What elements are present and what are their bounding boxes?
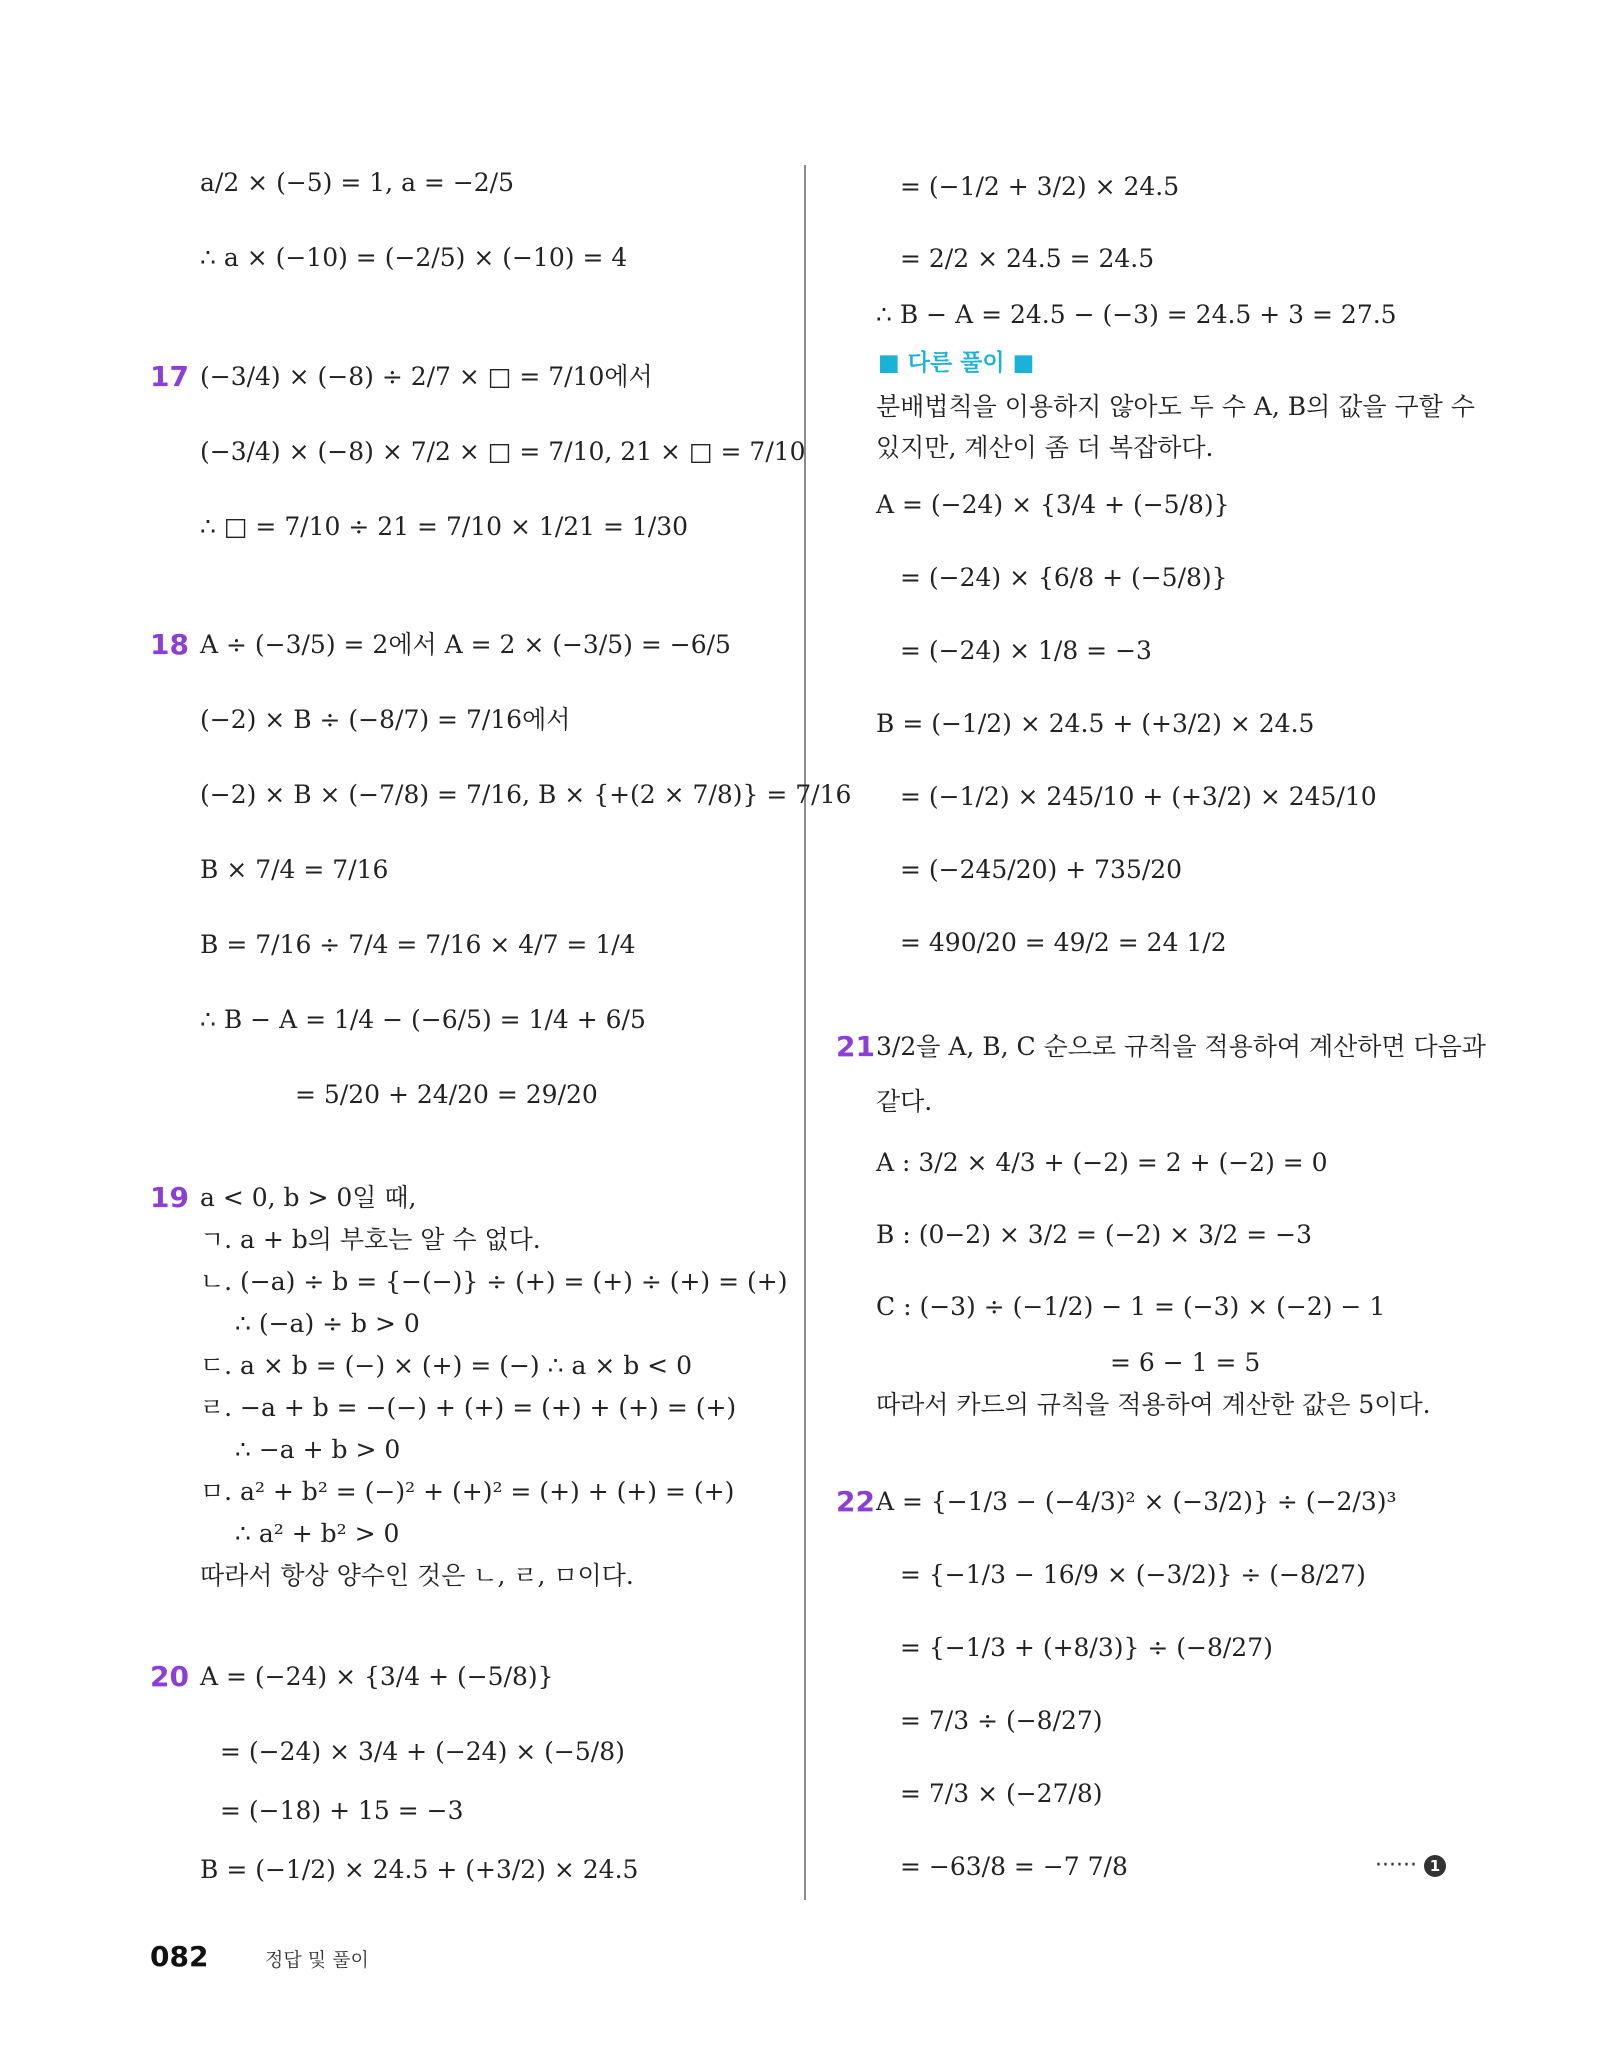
solution-line: = {−1/3 − 16/9 × (−3/2)} ÷ (−8/27) (900, 1560, 1366, 1589)
solution-line: a/2 × (−5) = 1, a = −2/5 (200, 168, 515, 197)
solution-line: C : (−3) ÷ (−1/2) − 1 = (−3) × (−2) − 1 (876, 1292, 1386, 1321)
solution-line: A = {−1/3 − (−4/3)² × (−3/2)} ÷ (−2/3)³ (876, 1487, 1397, 1516)
solution-line: = (−1/2 + 3/2) × 24.5 (900, 172, 1180, 201)
problem-number-20: 20 (150, 1660, 189, 1693)
solution-line: = 5/20 + 24/20 = 29/20 (295, 1080, 598, 1109)
solution-line: B = (−1/2) × 24.5 + (+3/2) × 24.5 (876, 709, 1315, 738)
solution-line: B = 7/16 ÷ 7/4 = 7/16 × 4/7 = 1/4 (200, 930, 636, 959)
solution-line: ㅁ. a² + b² = (−)² + (+)² = (+) + (+) = (+) (200, 1477, 735, 1506)
answer-marker (1375, 1853, 1446, 1878)
alt-solution-header: ■ 다른 풀이 ■ (878, 350, 1035, 376)
solution-line: = (−24) × 1/8 = −3 (900, 636, 1152, 665)
solution-line: ㄱ. a + b의 부호는 알 수 없다. (200, 1225, 541, 1254)
solution-line: 같다. (876, 1087, 933, 1116)
solution-line: = (−24) × {6/8 + (−5/8)} (900, 563, 1228, 592)
solution-line: ∴ B − A = 24.5 − (−3) = 24.5 + 3 = 27.5 (876, 300, 1397, 329)
solution-line: B × 7/4 = 7/16 (200, 855, 389, 884)
solution-line: ∴ a × (−10) = (−2/5) × (−10) = 4 (200, 243, 628, 272)
solution-line: = (−1/2) × 245/10 + (+3/2) × 245/10 (900, 782, 1377, 811)
problem-number-22: 22 (836, 1485, 875, 1518)
solution-line: = 2/2 × 24.5 = 24.5 (900, 244, 1155, 273)
solution-line: ㄴ. (−a) ÷ b = {−(−)} ÷ (+) = (+) ÷ (+) = (+) (200, 1267, 788, 1296)
solution-line: = 6 − 1 = 5 (1110, 1348, 1261, 1377)
solution-line: = (−245/20) + 735/20 (900, 855, 1183, 884)
solution-line: 있지만, 계산이 좀 더 복잡하다. (876, 433, 1214, 462)
solution-line: ㄷ. a × b = (−) × (+) = (−) ∴ a × b < 0 (200, 1351, 692, 1380)
solution-line: A ÷ (−3/5) = 2에서 A = 2 × (−3/5) = −6/5 (200, 630, 731, 659)
solution-line: (−3/4) × (−8) ÷ 2/7 × □ = 7/10에서 (200, 362, 653, 391)
solution-line: 따라서 카드의 규칙을 적용하여 계산한 값은 5이다. (876, 1390, 1431, 1419)
answer-number-badge: 1 (1424, 1855, 1446, 1877)
solution-line: ∴ B − A = 1/4 − (−6/5) = 1/4 + 6/5 (200, 1005, 646, 1034)
solution-line: (−3/4) × (−8) × 7/2 × □ = 7/10, 21 × □ = 7/10 (200, 437, 806, 466)
answer-marker-dots: ······ (1375, 1853, 1417, 1878)
solution-line: = 7/3 ÷ (−8/27) (900, 1706, 1103, 1735)
solution-line: ∴ −a + b > 0 (235, 1435, 401, 1464)
problem-number-17: 17 (150, 360, 189, 393)
solution-line: A = (−24) × {3/4 + (−5/8)} (200, 1662, 554, 1691)
solution-line: A = (−24) × {3/4 + (−5/8)} (876, 490, 1230, 519)
solution-line: ∴ □ = 7/10 ÷ 21 = 7/10 × 1/21 = 1/30 (200, 512, 689, 541)
page-number: 082 (150, 1940, 209, 1973)
solution-line: B = (−1/2) × 24.5 + (+3/2) × 24.5 (200, 1855, 639, 1884)
solution-line: ∴ (−a) ÷ b > 0 (235, 1309, 420, 1338)
solution-line: = 490/20 = 49/2 = 24 1/2 (900, 928, 1227, 957)
column-divider (804, 165, 806, 1900)
problem-number-18: 18 (150, 628, 189, 661)
solution-line: = (−24) × 3/4 + (−24) × (−5/8) (220, 1737, 625, 1766)
solution-line: 따라서 항상 양수인 것은 ㄴ, ㄹ, ㅁ이다. (200, 1561, 634, 1590)
solution-line: = −63/8 = −7 7/8 (900, 1852, 1128, 1881)
problem-number-19: 19 (150, 1181, 189, 1214)
solution-line: ∴ a² + b² > 0 (235, 1519, 400, 1548)
solution-line: ㄹ. −a + b = −(−) + (+) = (+) + (+) = (+) (200, 1393, 737, 1422)
solution-line: = {−1/3 + (+8/3)} ÷ (−8/27) (900, 1633, 1273, 1662)
solution-line: a < 0, b > 0일 때, (200, 1183, 417, 1212)
solution-line: B : (0−2) × 3/2 = (−2) × 3/2 = −3 (876, 1220, 1312, 1249)
problem-number-21: 21 (836, 1030, 875, 1063)
solution-line: (−2) × B × (−7/8) = 7/16, B × {+(2 × 7/8)} = 7/16 (200, 780, 852, 809)
solution-line: (−2) × B ÷ (−8/7) = 7/16에서 (200, 705, 571, 734)
solution-line: = 7/3 × (−27/8) (900, 1779, 1103, 1808)
footer-label: 정답 및 풀이 (265, 1949, 369, 1971)
solution-line: A : 3/2 × 4/3 + (−2) = 2 + (−2) = 0 (876, 1148, 1328, 1177)
solution-line: = (−18) + 15 = −3 (220, 1796, 464, 1825)
solution-line: 3/2을 A, B, C 순으로 규칙을 적용하여 계산하면 다음과 (876, 1032, 1486, 1061)
solution-line: 분배법칙을 이용하지 않아도 두 수 A, B의 값을 구할 수 (876, 392, 1475, 421)
